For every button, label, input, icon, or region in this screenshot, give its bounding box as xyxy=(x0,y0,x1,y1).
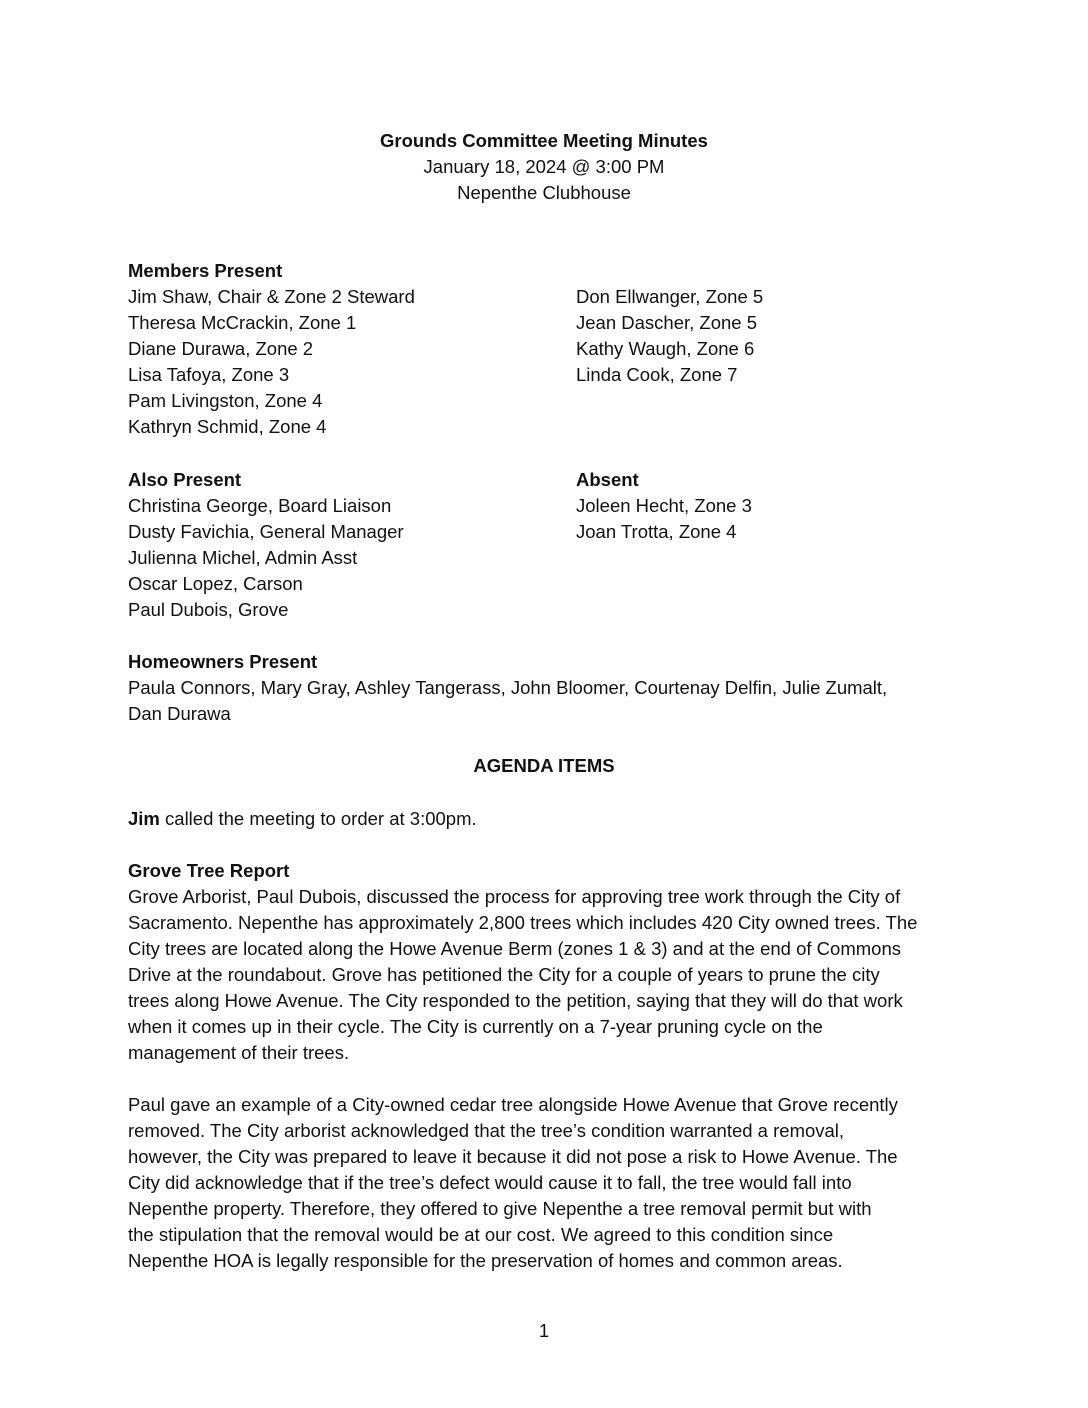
meeting-location: Nepenthe Clubhouse xyxy=(457,182,631,203)
paragraph-line: Grove Arborist, Paul Dubois, discussed the process for approving tree work through the City of xyxy=(128,886,901,907)
member-item: Lisa Tafoya, Zone 3 xyxy=(128,364,290,385)
homeowners-line: Dan Durawa xyxy=(128,703,231,724)
attendee-item: Julienna Michel, Admin Asst xyxy=(128,547,358,568)
paragraph-line: City trees are located along the Howe Avenue Berm (zones 1 & 3) and at the end of Commons xyxy=(128,938,901,959)
page-footer xyxy=(0,1318,1088,1344)
member-item: Jean Dascher, Zone 5 xyxy=(576,312,757,333)
paragraph-line: when it comes up in their cycle. The City is currently on a 7-year pruning cycle on the xyxy=(128,1016,823,1037)
member-item: Pam Livingston, Zone 4 xyxy=(128,390,323,411)
document-header xyxy=(0,128,1088,206)
attendee-item: Paul Dubois, Grove xyxy=(128,599,289,620)
absent-section xyxy=(576,467,1016,545)
paragraph-line: the stipulation that the removal would be at our cost. We agreed to this condition since xyxy=(128,1224,834,1245)
call-to-order-name: Jim xyxy=(128,808,160,829)
absent-item: Joleen Hecht, Zone 3 xyxy=(576,495,752,516)
member-item: Linda Cook, Zone 7 xyxy=(576,364,738,385)
members-present-right xyxy=(576,284,1016,388)
homeowners-present-heading: Homeowners Present xyxy=(128,651,318,672)
paragraph-line: Drive at the roundabout. Grove has petitioned the City for a couple of years to prune the city xyxy=(128,964,880,985)
homeowners-line: Paula Connors, Mary Gray, Ashley Tangerass, John Bloomer, Courtenay Delfin, Julie Zumalt, xyxy=(128,677,888,698)
meeting-date: January 18, 2024 @ 3:00 PM xyxy=(423,156,665,177)
member-item: Kathryn Schmid, Zone 4 xyxy=(128,416,327,437)
grove-tree-report-section xyxy=(128,858,963,1066)
paragraph-line: City did acknowledge that if the tree’s defect would cause it to fall, the tree would fall into xyxy=(128,1172,852,1193)
paragraph-line: however, the City was prepared to leave it because it did not pose a risk to Howe Avenue. The xyxy=(128,1146,898,1167)
grove-tree-report-paragraph-2 xyxy=(128,1092,963,1274)
absent-heading: Absent xyxy=(576,469,639,490)
paragraph-line: Sacramento. Nepenthe has approximately 2,800 trees which includes 420 City owned trees. The xyxy=(128,912,918,933)
document-title: Grounds Committee Meeting Minutes xyxy=(380,130,708,151)
members-present-heading: Members Present xyxy=(128,260,283,281)
member-item: Jim Shaw, Chair & Zone 2 Steward xyxy=(128,286,415,307)
absent-item: Joan Trotta, Zone 4 xyxy=(576,521,737,542)
also-present-section xyxy=(128,467,568,623)
member-item: Theresa McCrackin, Zone 1 xyxy=(128,312,357,333)
paragraph-line: management of their trees. xyxy=(128,1042,350,1063)
homeowners-present-section xyxy=(128,649,963,727)
attendee-item: Dusty Favichia, General Manager xyxy=(128,521,404,542)
agenda-heading: AGENDA ITEMS xyxy=(473,755,615,776)
agenda-heading-wrap xyxy=(0,753,1088,779)
grove-tree-report-heading: Grove Tree Report xyxy=(128,860,290,881)
member-item: Diane Durawa, Zone 2 xyxy=(128,338,314,359)
attendee-item: Christina George, Board Liaison xyxy=(128,495,392,516)
paragraph-line: Paul gave an example of a City-owned cedar tree alongside Howe Avenue that Grove recently xyxy=(128,1094,898,1115)
paragraph-line: Nepenthe property. Therefore, they offered to give Nepenthe a tree removal permit but with xyxy=(128,1198,872,1219)
paragraph-line: Nepenthe HOA is legally responsible for the preservation of homes and common areas. xyxy=(128,1250,843,1271)
member-item: Kathy Waugh, Zone 6 xyxy=(576,338,755,359)
page-number: 1 xyxy=(538,1320,550,1341)
paragraph-line: removed. The City arborist acknowledged that the tree’s condition warranted a removal, xyxy=(128,1120,845,1141)
call-to-order xyxy=(128,806,963,832)
paragraph-line: trees along Howe Avenue. The City responded to the petition, saying that they will do that work xyxy=(128,990,903,1011)
also-present-heading: Also Present xyxy=(128,469,242,490)
call-to-order-text: called the meeting to order at 3:00pm. xyxy=(159,808,477,829)
attendee-item: Oscar Lopez, Carson xyxy=(128,573,303,594)
members-present-left xyxy=(128,258,568,440)
member-item: Don Ellwanger, Zone 5 xyxy=(576,286,764,307)
